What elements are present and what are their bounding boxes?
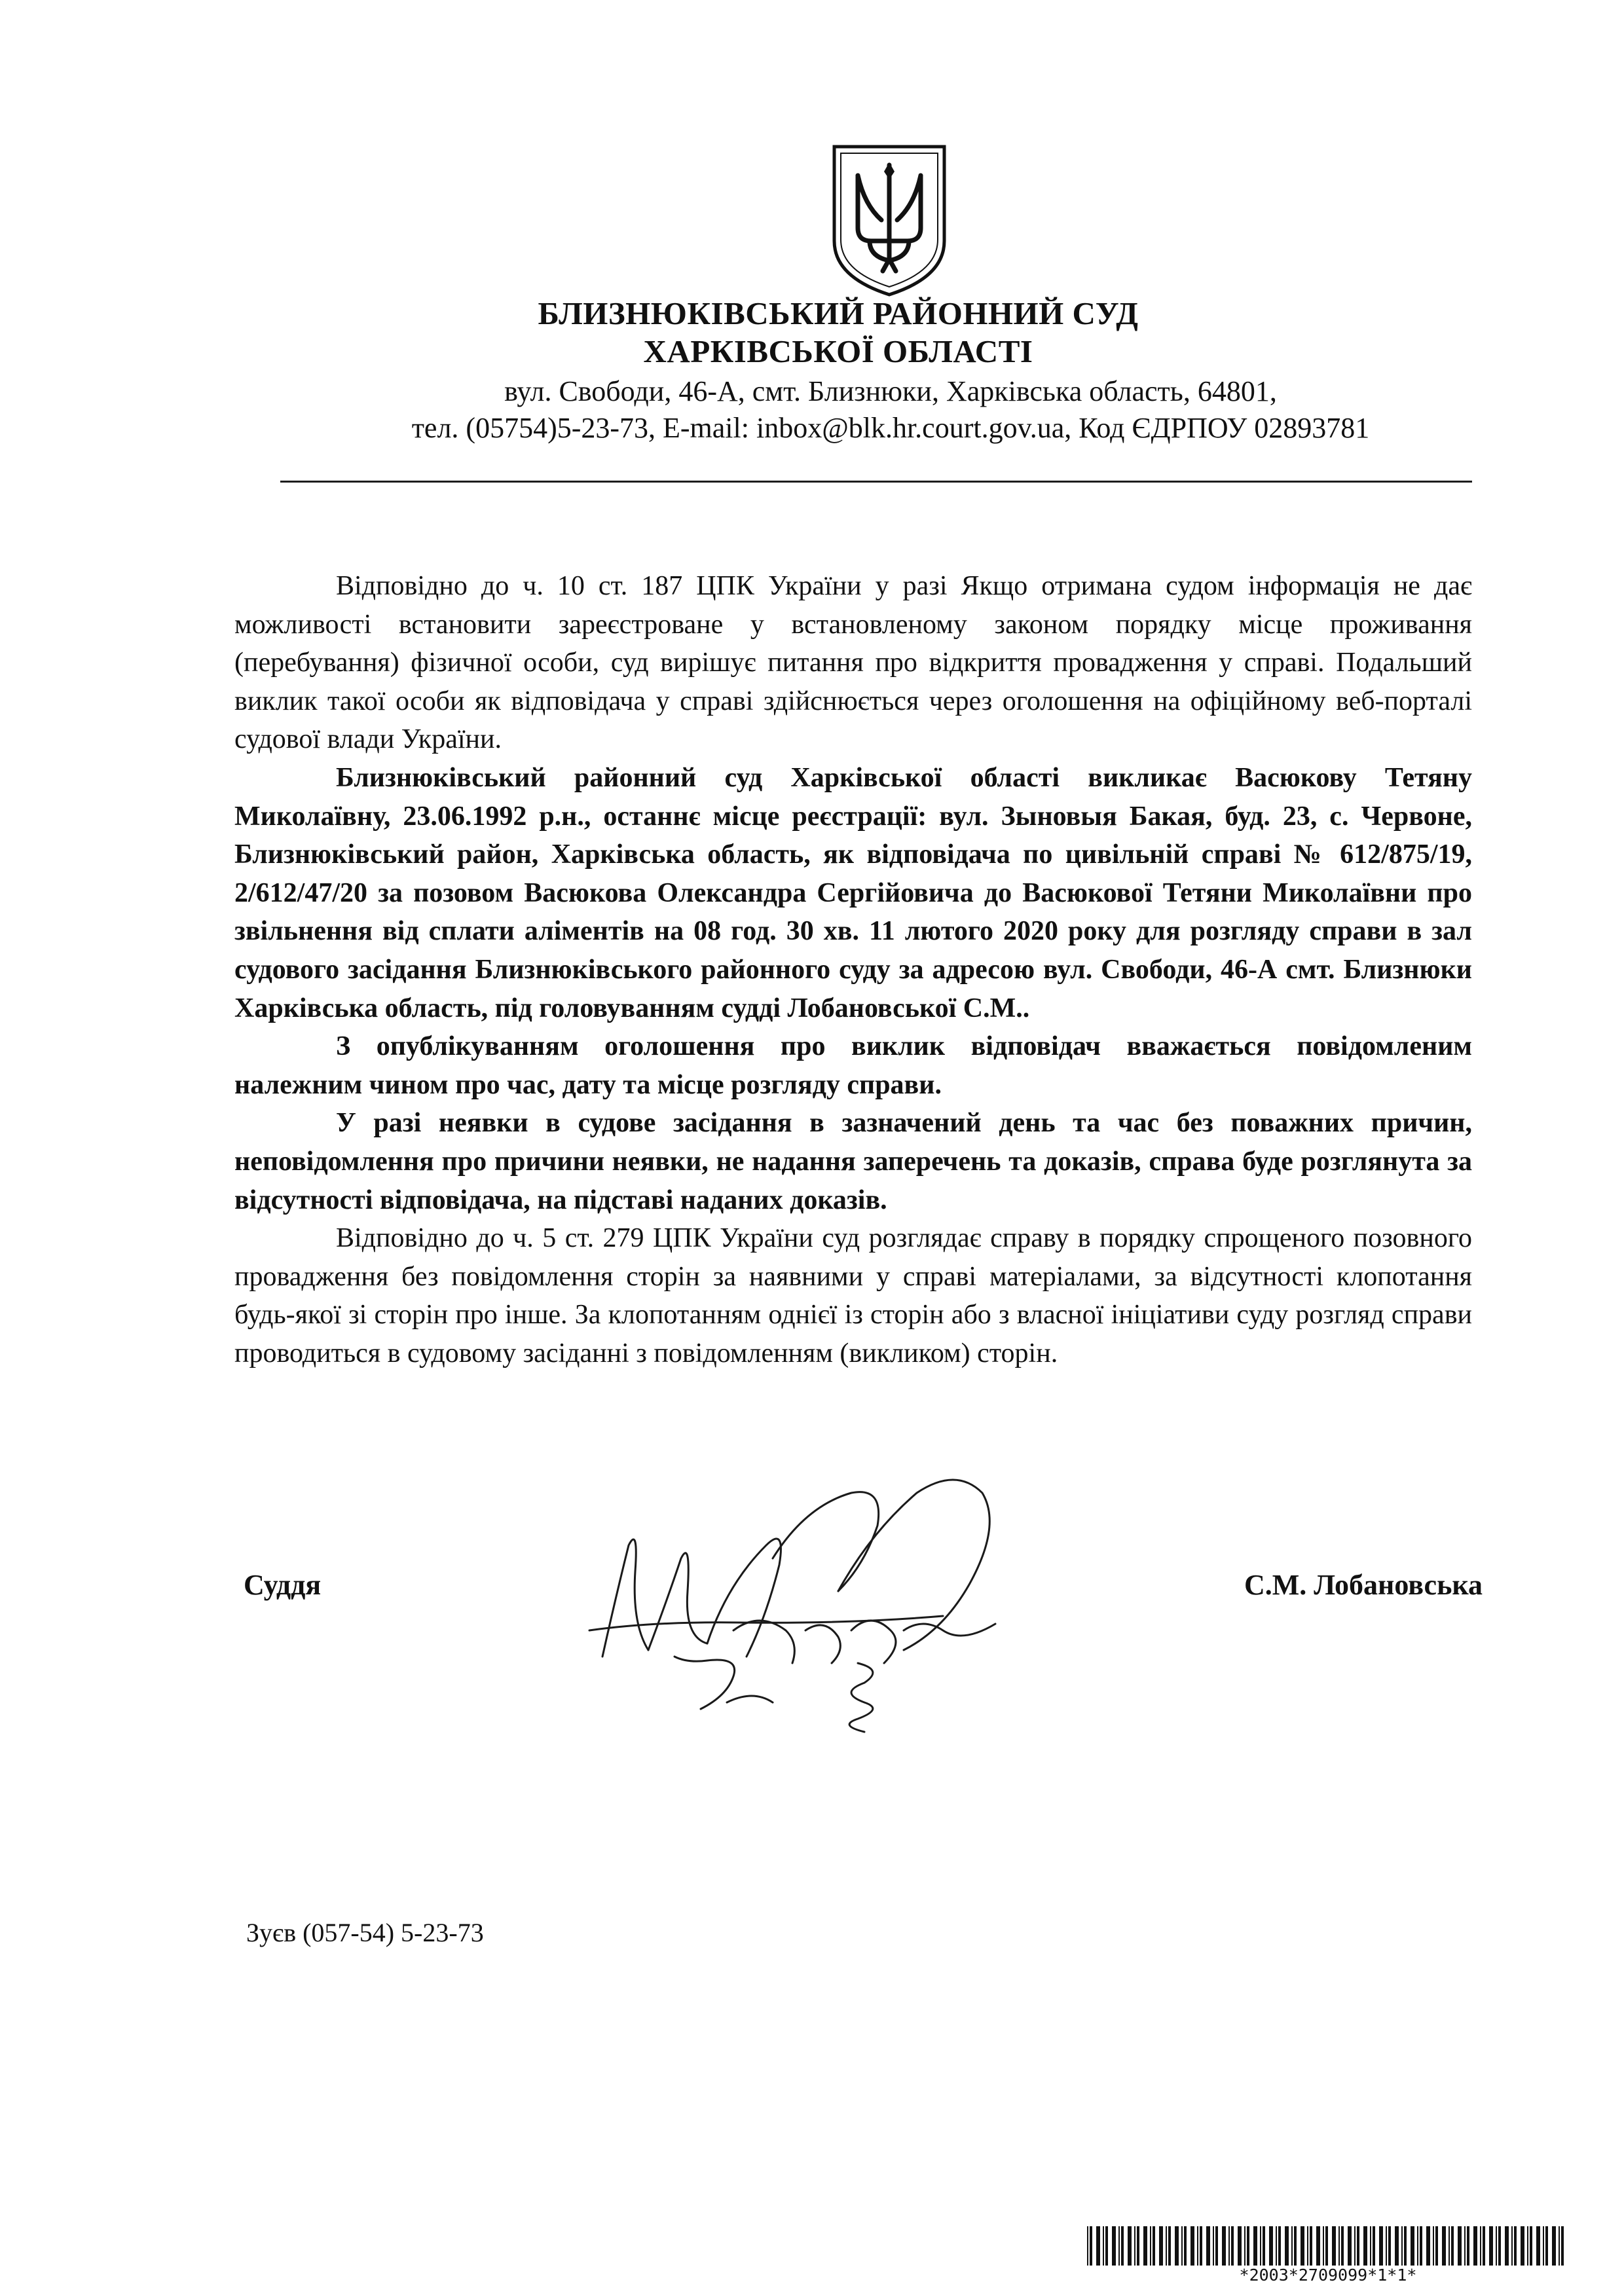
header-divider — [280, 481, 1472, 483]
paragraph-notice-effect: З опублікуванням оголошення про виклик відповідач вважається повідомленим належним чином про час, дату та місце розгляду справи. — [234, 1031, 1472, 1100]
court-address: вул. Свободи, 46-А, смт. Близнюки, Харківська область, 64801, — [504, 375, 1277, 407]
paragraph-simplified-procedure: Відповідно до ч. 5 ст. 279 ЦПК України суд розглядає справу в порядку спрощеного позовного провадження без повідомлення сторін за наявними у справі матеріалами, за відсутності клопотання будь-якої зі сторін про інше. За клопотанням однієї із сторін або з власної ініціативи суду розгляд справи проводиться в судовому засіданні з повідомленням (викликом) сторін. — [234, 1223, 1472, 1368]
paragraph-summons: Близнюківський районний суд Харківської області викликає Васюкову Тетяну Миколаївну, 23.06.1992 р.н., останнє місце реєстрації: вул. Зыновыя Бакая, буд. 23, с. Червоне, Близнюківський район, Харківська область, як відповідача по цивільній справі № 612/875/19, 2/612/47/20 за позовом Васюкова Олександра Сергійовича до Васюкової Тетяни Миколаївни про звільнення від сплати аліментів на 08 год. 30 хв. 11 лютого 2020 року для розгляду справи в зал судового засідання Близнюківського районного суду за адресою вул. Свободи, 46-А смт. Близнюки Харківська область, під головуванням судді Лобановської С.М.. — [234, 762, 1472, 1023]
paragraph-absence-warning: У разі неявки в судове засідання в зазначений день та час без поважних причин, неповідомлення про причини неявки, не надання заперечень та доказів, справа буде розглянута за відсутності відповідача, на підставі наданих доказів. — [234, 1108, 1472, 1215]
court-name-line2: ХАРКІВСЬКОЇ ОБЛАСТІ — [643, 333, 1033, 369]
court-contacts: тел. (05754)5-23-73, E-mail: inbox@blk.hr.court.gov.ua, Код ЄДРПОУ 02893781 — [411, 412, 1370, 444]
judge-name: С.М. Лобановська — [1244, 1569, 1483, 1601]
document-body — [234, 567, 1472, 1372]
handwritten-signature — [576, 1467, 1048, 1748]
court-name-line1: БЛИЗНЮКІВСЬКИЙ РАЙОННИЙ СУД — [538, 295, 1139, 331]
barcode-number: *2003*2709099*1*1* — [1239, 2266, 1417, 2285]
judge-title: Суддя — [244, 1569, 322, 1601]
document-barcode — [1086, 2226, 1570, 2266]
paragraph-legal-basis: Відповідно до ч. 10 ст. 187 ЦПК України у разі Якщо отримана судом інформація не дає можливості встановити зареєстроване у встановленому законом порядку місце проживання (перебування) фізичної особи, суд вирішує питання про відкриття провадження у справі. Подальший виклик такої особи як відповідача у справі здійснюється через оголошення на офіційному веб-порталі судової влади України. — [234, 571, 1472, 755]
trident-coat-of-arms-icon — [830, 143, 948, 297]
executor-contact: Зуєв (057-54) 5-23-73 — [246, 1918, 484, 1947]
